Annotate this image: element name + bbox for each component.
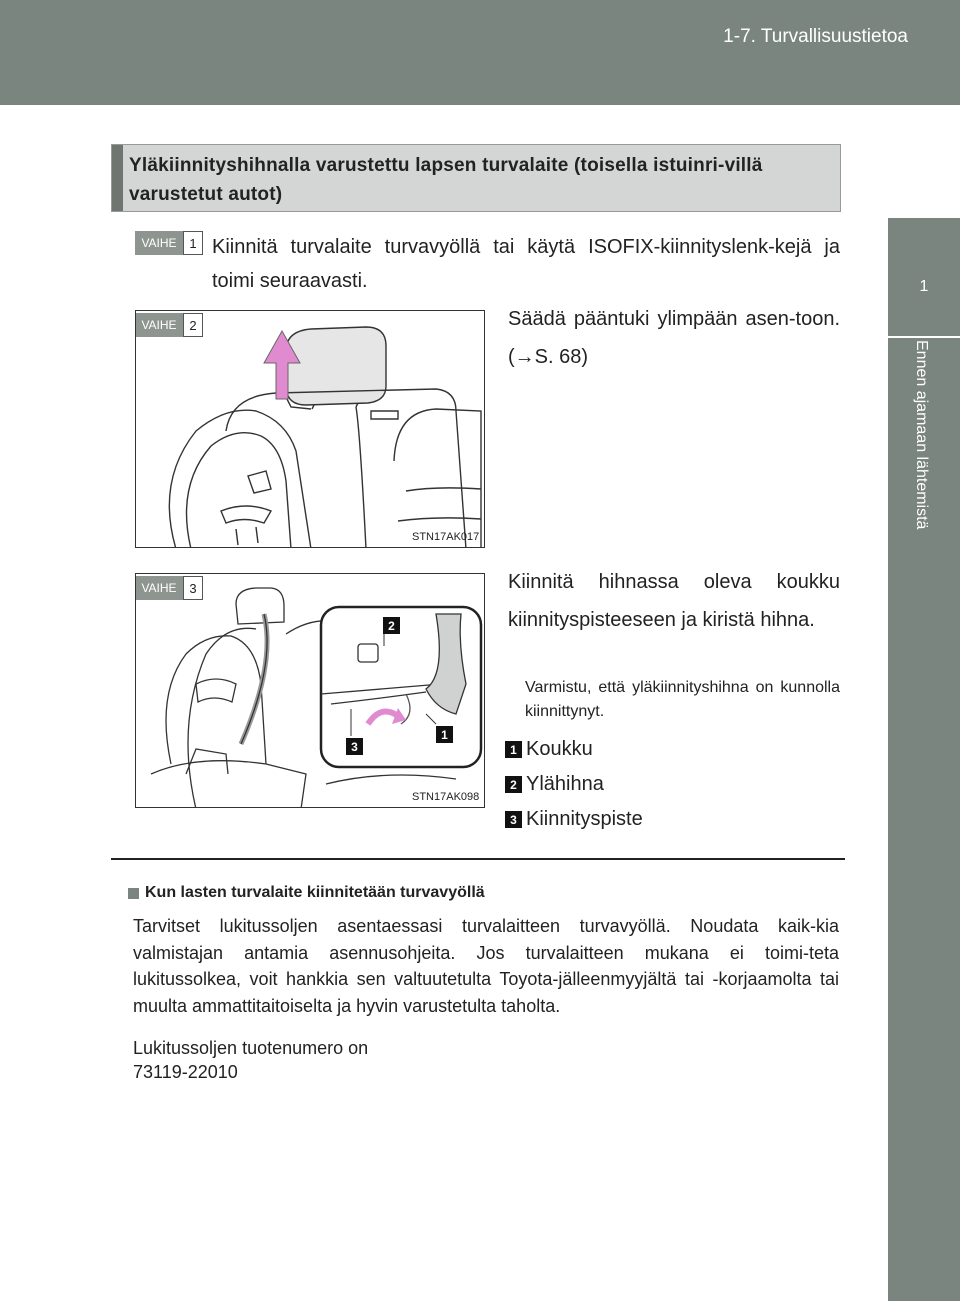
legend-badge: 3: [505, 811, 522, 828]
section-title: 1-7. Turvallisuustietoa: [723, 26, 908, 47]
step-3-text: Kiinnitä hihnassa oleva koukku kiinnityspisteeseen ja kiristä hihna.: [508, 571, 840, 631]
section-heading: [111, 144, 841, 212]
step-3-badge: [135, 576, 203, 600]
page-number: 137: [820, 1240, 854, 1262]
note-title: Kun lasten turvalaite kiinnitetään turvavyöllä: [145, 884, 485, 901]
figure-headrest: [135, 310, 485, 548]
headrest-illustration: [136, 311, 485, 548]
step-3-note: Varmistu, että yläkiinnityshihna on kunnolla kiinnittynyt.: [525, 679, 840, 720]
legend-badge: 2: [505, 776, 522, 793]
figure-callout-2: [383, 617, 404, 634]
figure-callout-3: [346, 738, 367, 755]
part-label: Lukitussoljen tuotenumero on: [133, 1038, 369, 1058]
legend-badge: 1: [505, 741, 522, 758]
heading-accent-bar: [112, 145, 123, 211]
chapter-title: Ennen ajamaan lähtemistä: [913, 340, 930, 530]
step-2-text: Säädä pääntuki ylimpään asen-toon. (→S. 68): [508, 308, 840, 368]
part-number: 73119-22010: [133, 1062, 238, 1082]
step-1-text: Kiinnitä turvalaite turvavyöllä tai käytä ISOFIX-kiinnityslenk-kejä ja toimi seuraavasti.: [212, 236, 840, 292]
section-divider: [111, 858, 845, 860]
step-2-badge: [135, 313, 203, 337]
step-number: 2: [183, 313, 203, 337]
legend-label: Koukku: [526, 738, 593, 760]
callout-badge: 3: [346, 738, 363, 755]
figure-tether: [135, 573, 485, 808]
figure-code: STN17AK017: [412, 531, 480, 543]
legend-label: Ylähihna: [526, 773, 604, 795]
chapter-tab: [888, 218, 960, 336]
callout-badge: 1: [436, 726, 453, 743]
legend-item-3: [505, 808, 643, 831]
header-band: [0, 0, 960, 105]
legend-label: Kiinnityspiste: [526, 808, 643, 830]
legend-item-2: [505, 773, 604, 796]
step-label: VAIHE: [135, 313, 183, 337]
note-body: Tarvitset lukitussoljen asentaessasi turvalaitteen turvavyöllä. Noudata kaik-kia valmistajan antamia asennusohjeita. Jos turvalaitteen mukana ei toimi-teta lukitussolkea, voit hankkia sen valtuutetulta Toyota-jälleenmyyjältä tai -korjaamolta tai muulta ammattitaitoiselta ja hyvin varustetulta taholta.: [133, 916, 839, 1016]
note-bullet-icon: [128, 888, 139, 899]
callout-badge: 2: [383, 617, 400, 634]
legend-item-1: [505, 738, 593, 761]
tether-illustration: [136, 574, 485, 808]
step-1-badge: [135, 231, 203, 255]
step-number: 3: [183, 576, 203, 600]
chapter-number: 1: [919, 278, 929, 295]
step-number: 1: [183, 231, 203, 255]
step-label: VAIHE: [135, 231, 183, 255]
figure-code: STN17AK098: [412, 791, 480, 803]
heading-text: Yläkiinnityshihnalla varustettu lapsen turvalaite (toisella istuinri-villä varustetut autot): [129, 155, 763, 205]
note-heading: [128, 884, 485, 902]
chapter-title-wrap: [900, 340, 940, 590]
figure-callout-1: [436, 726, 457, 743]
note-part-number: [133, 1036, 533, 1084]
step-label: VAIHE: [135, 576, 183, 600]
